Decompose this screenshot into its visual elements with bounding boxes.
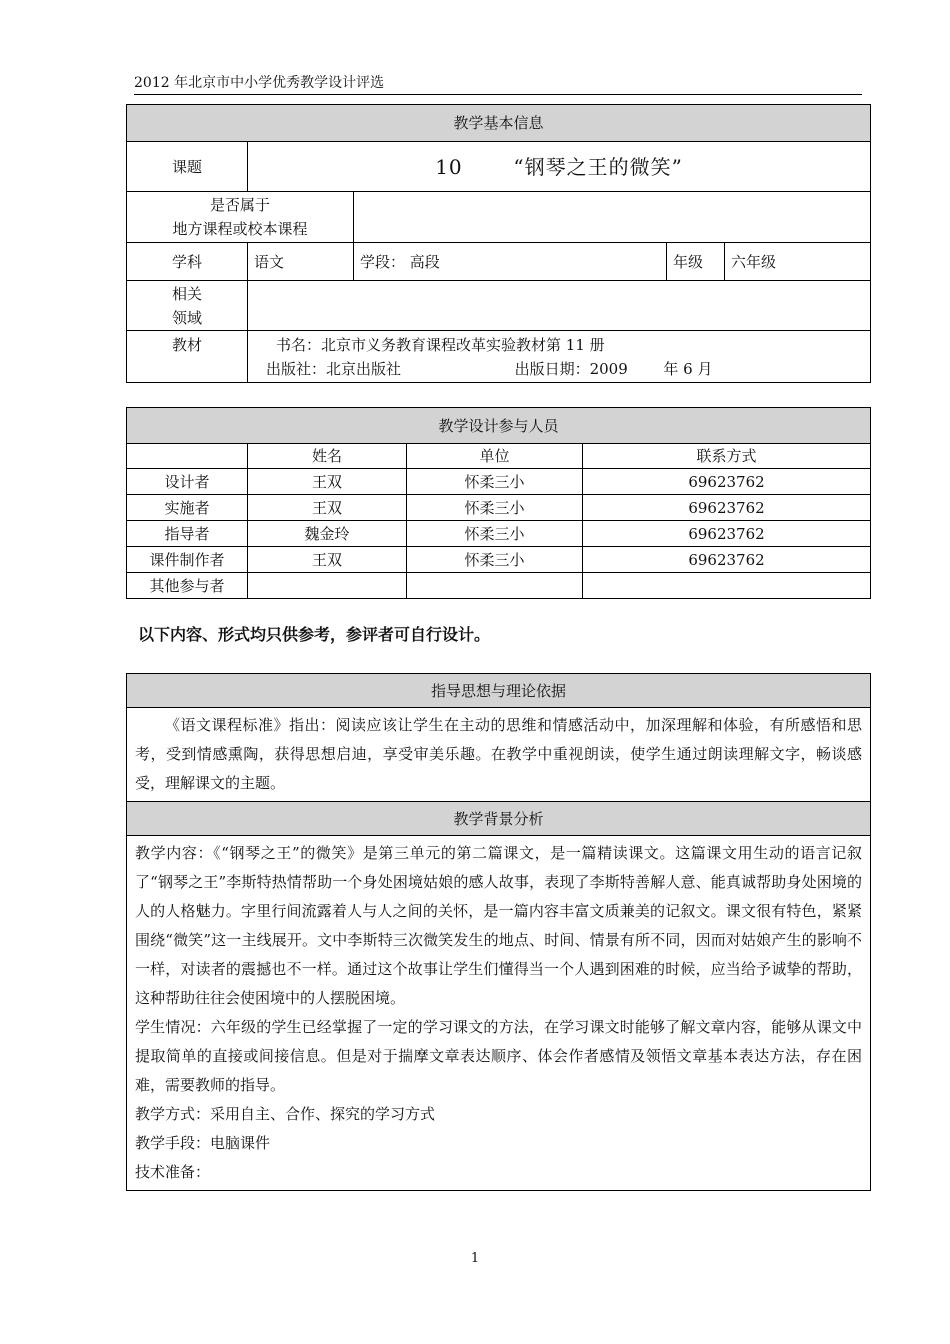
unit: 怀柔三小 [407,521,583,547]
table-row [127,573,871,599]
contact: 69623762 [583,547,871,573]
name: 魏金玲 [248,521,407,547]
name: 王双 [248,495,407,521]
tech-preparation: 技术准备： [135,1163,211,1181]
unit: 怀柔三小 [407,547,583,573]
name [248,573,407,599]
role: 实施者 [127,495,248,521]
background-title: 教学背景分析 [127,802,871,836]
publisher-line [266,357,864,381]
background-text [127,836,871,1191]
role: 指导者 [127,521,248,547]
page-number: 1 [470,1251,480,1266]
publish-month: 6 [683,359,693,378]
publish-year-unit: 年 [663,359,679,378]
header-unit: 单位 [407,444,583,469]
name: 王双 [248,547,407,573]
guidance-text [127,708,871,802]
local-course-label-line1: 是否属于 [209,196,270,214]
header-contact: 联系方式 [583,444,871,469]
contact: 69623762 [583,495,871,521]
teaching-content: 教学内容：《“钢琴之王”的微笑》是第三单元的第二篇课文，是一篇精读课文。这篇课文用生动的语言记叙了“钢琴之王”李斯特热情帮助一个身处困境姑娘的感人故事，表现了李斯特善解人意、能真诚帮助身处困境的人的人格魅力。字里行间流露着人与人之间的关怀，是一篇内容丰富文质兼美的记叙文。课文很有特色，紧紧围绕“微笑”这一主线展开。文中李斯特三次微笑发生的地点、时间、情景有所不同，因而对姑娘产生的影响不一样，对读者的震撼也不一样。通过这个故事让学生们懂得当一个人遇到困难的时候，应当给予诚挚的帮助，这种帮助往往会使困境中的人摆脱困境。 [135,844,862,1007]
field-label [127,281,248,331]
grade-value: 六年级 [725,243,871,281]
topic-label: 课题 [127,142,248,192]
field-value [248,281,871,331]
publish-month-unit: 月 [697,359,713,378]
guidance-paragraph: 《语文课程标准》指出：阅读应该让学生在主动的思维和情感活动中，加深理解和体验，有所感悟和思考，受到情感熏陶，获得思想启迪，享受审美乐趣。在教学中重视朗读，使学生通过朗读理解文字，畅谈感受，理解课文的主题。 [135,716,862,792]
participants-title: 教学设计参与人员 [127,408,871,444]
topic-number: 10 [435,154,463,179]
participants-table [126,407,871,599]
topic-value [248,142,871,192]
table-row [127,521,871,547]
guidance-title: 指导思想与理论依据 [127,674,871,708]
local-course-label-line2: 地方课程或校本课程 [172,220,308,238]
book-name: 书名：北京市义务教育课程改革实验教材第 11 册 [276,335,605,354]
grade-label: 年级 [667,243,725,281]
basic-info-title: 教学基本信息 [127,105,871,142]
unit: 怀柔三小 [407,469,583,495]
role: 其他参与者 [127,573,248,599]
role: 设计者 [127,469,248,495]
stage-cell [354,243,667,281]
contact: 69623762 [583,521,871,547]
local-course-label [127,192,354,243]
reference-notice: 以下内容、形式均只供参考，参评者可自行设计。 [138,625,491,644]
table-row [127,547,871,573]
material-label: 教材 [127,331,248,383]
contact [583,573,871,599]
role: 课件制作者 [127,547,248,573]
basic-info-table [126,104,871,383]
material-value [248,331,871,383]
publish-date: 出版日期：2009 [514,359,628,378]
table-row [127,495,871,521]
unit: 怀柔三小 [407,495,583,521]
unit [407,573,583,599]
header-cell [127,444,248,469]
name: 王双 [248,469,407,495]
subject-label: 学科 [127,243,248,281]
publisher: 出版社：北京出版社 [266,359,402,378]
field-label-line1: 相关 [171,284,202,303]
local-course-value [354,192,871,243]
stage-value: 高段 [409,252,440,271]
teaching-method: 教学方式：采用自主、合作、探究的学习方式 [135,1105,436,1123]
analysis-table [126,673,871,1191]
field-label-line2: 领域 [171,308,202,327]
subject-value: 语文 [248,243,354,281]
stage-label: 学段： [360,252,406,271]
contact: 69623762 [583,469,871,495]
header-name: 姓名 [248,444,407,469]
table-row [127,469,871,495]
topic-title: “钢琴之王的微笑” [513,154,683,179]
student-situation: 学生情况：六年级的学生已经掌握了一定的学习课文的方法，在学习课文时能够了解文章内容，能够从课文中提取简单的直接或间接信息。但是对于揣摩文章表达顺序、体会作者感情及领悟文章基本表达方法，存在困难，需要教师的指导。 [135,1018,862,1094]
page-header: 2012 年北京市中小学优秀教学设计评选 [134,72,862,95]
teaching-means: 教学手段：电脑课件 [135,1134,271,1152]
